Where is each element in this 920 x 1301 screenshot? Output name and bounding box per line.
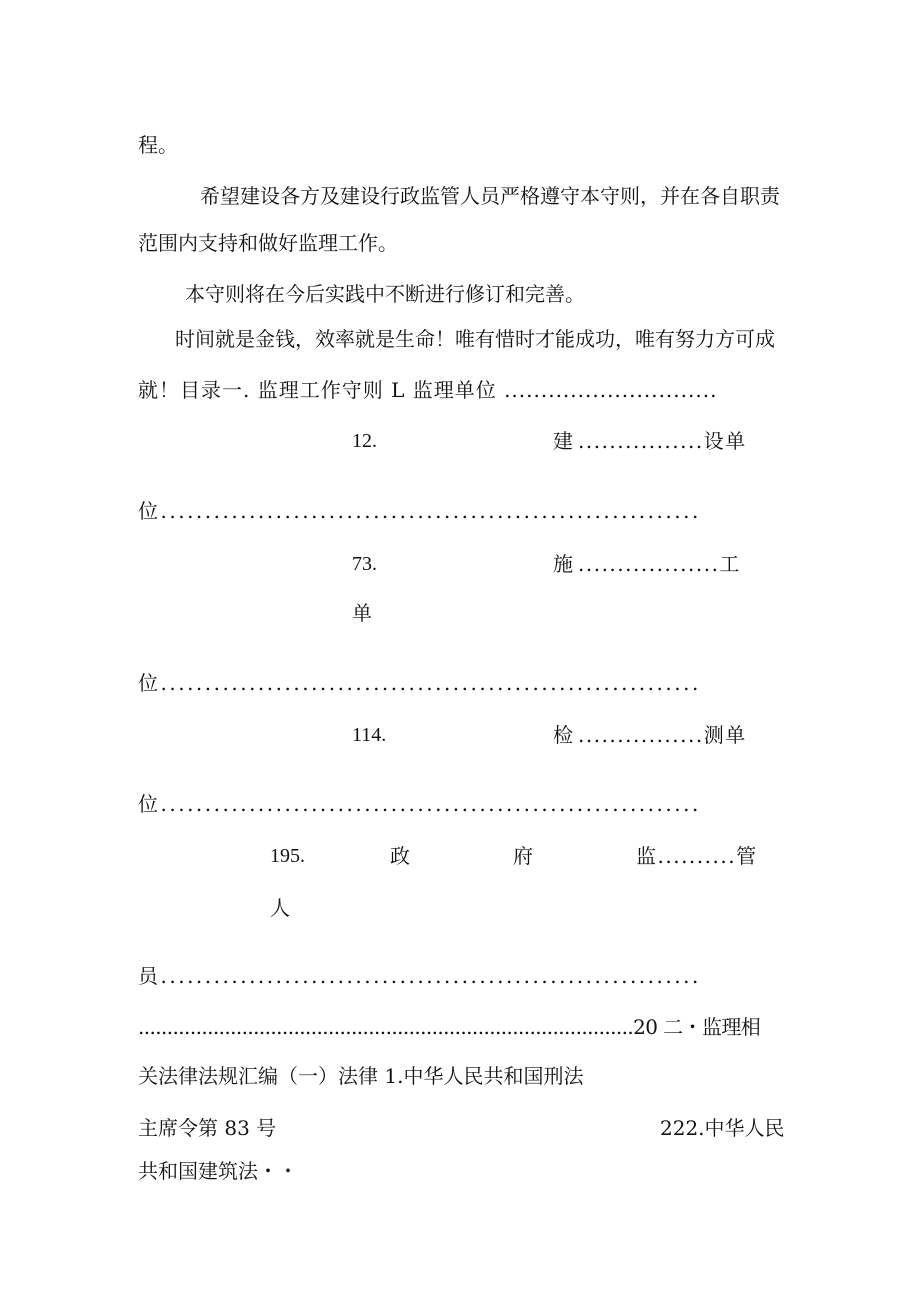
toc-text: 政 [390, 844, 410, 868]
toc-leader-line: 员............................................................. [138, 964, 701, 988]
toc-heading-line: 就！目录一. 监理工作守则 L 监理单位 ............................. [138, 378, 718, 402]
toc-number: 73. [352, 553, 377, 575]
toc-text: 建 [553, 429, 573, 453]
toc-number: 114. [352, 724, 387, 746]
toc-text: 府 [513, 844, 533, 868]
paragraph-fragment: 程。 [138, 133, 178, 157]
toc-text: ..................工 [578, 552, 741, 576]
toc-text: 共和国建筑法・・ [138, 1159, 298, 1183]
paragraph-line: 本守则将在今后实践中不断进行修订和完善。 [185, 282, 585, 306]
toc-text: 人 [270, 896, 290, 920]
paragraph-line: 时间就是金钱，效率就是生命！唯有惜时才能成功，唯有努力方可成 [175, 327, 775, 351]
paragraph-line: 范围内支持和做好监理工作。 [138, 231, 398, 255]
toc-number: 12. [352, 430, 377, 452]
toc-text: ................测单 [578, 723, 747, 747]
toc-leader-line: 位............................................................. [138, 499, 701, 523]
toc-text: 222.中华人民 [660, 1116, 785, 1140]
toc-leader-line: 位............................................................. [138, 792, 701, 816]
toc-text: 主席令第 83 号 [138, 1116, 277, 1140]
section-line: 关法律法规汇编（一）法律 1.中华人民共和国刑法 [138, 1064, 584, 1088]
toc-text: 监..........管 [636, 844, 758, 868]
toc-text: 施 [553, 552, 573, 576]
paragraph-line: 希望建设各方及建设行政监管人员严格遵守本守则，并在各自职责 [200, 184, 780, 208]
toc-number: 195. [270, 845, 305, 867]
toc-text: 单 [352, 601, 372, 625]
toc-text: ................设单 [578, 429, 747, 453]
toc-leader-line: ......................................................................................20 二・监理相 [138, 1015, 761, 1039]
toc-text: 检 [553, 723, 573, 747]
toc-leader-line: 位............................................................. [138, 671, 701, 695]
